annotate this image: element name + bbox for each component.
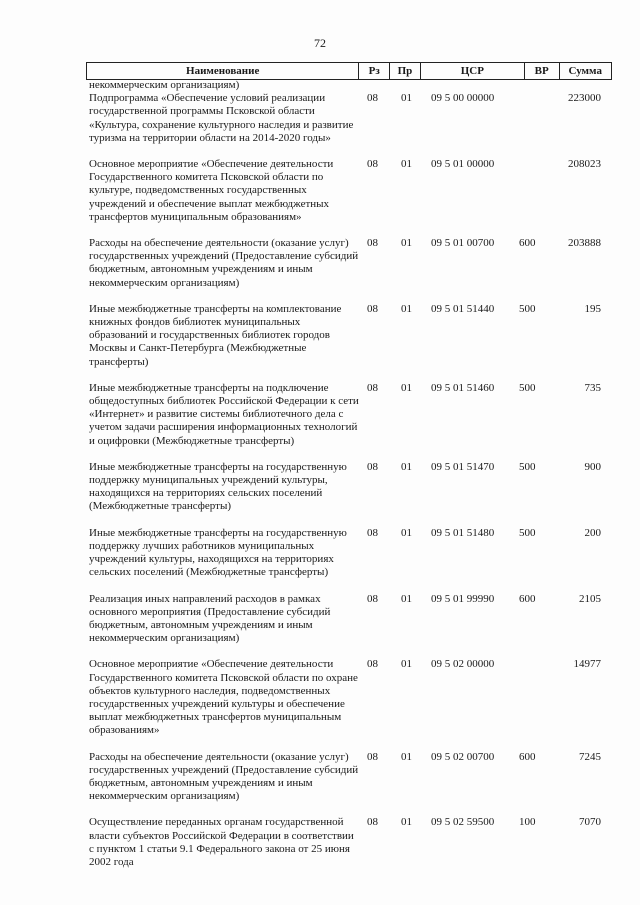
row-name-cell: Расходы на обеспечение деятельности (оказание услуг) государственных учреждений (Предоставление субсидий бюджетным, автономным учреждениям и иным некоммерческим организациям) [89,237,359,289]
row-csr-cell: 09 5 02 00000 [431,658,495,671]
row-vr-cell: 500 [519,460,536,473]
row-pr-cell: 01 [401,92,412,105]
table-row [89,738,609,804]
table-row [89,580,609,646]
row-sum-cell: 203888 [568,237,601,250]
row-sum-cell: 7245 [579,750,601,763]
row-pr-cell: 01 [401,816,412,829]
row-csr-cell: 09 5 01 51470 [431,460,495,473]
row-rz-cell: 08 [367,592,378,605]
table-row [89,290,609,369]
row-pr-cell: 01 [401,460,412,473]
carry-over-row [89,79,609,92]
row-rz-cell: 08 [367,460,378,473]
table-row [89,92,609,145]
row-pr-cell: 01 [401,237,412,250]
row-vr-cell: 600 [519,750,536,763]
row-csr-cell: 09 5 02 00700 [431,750,495,763]
row-csr-cell: 09 5 01 51480 [431,526,495,539]
row-csr-cell: 09 5 01 51460 [431,381,495,394]
row-csr-cell: 09 5 01 99990 [431,592,495,605]
row-sum-cell: 223000 [568,92,601,105]
column-header-pr: Пр [390,63,421,79]
page-number: 72 [314,36,326,50]
row-vr-cell: 100 [519,816,536,829]
column-header-rz: Рз [359,63,390,79]
table-row [89,514,609,580]
row-sum-cell: 200 [584,526,601,539]
row-csr-cell: 09 5 01 00700 [431,237,495,250]
row-vr-cell: 500 [519,526,536,539]
row-name-cell: Иные межбюджетные трансферты на государственную поддержку лучших работников муниципальных учреждений культуры, находящихся на территориях сельских поселений (Межбюджетные трансферты) [89,526,347,579]
column-header-csr: ЦСР [421,63,525,79]
row-pr-cell: 01 [401,158,412,171]
row-rz-cell: 08 [367,158,378,171]
row-csr-cell: 09 5 02 59500 [431,816,495,829]
row-rz-cell: 08 [367,381,378,394]
row-sum-cell: 195 [584,302,601,315]
row-rz-cell: 08 [367,302,378,315]
row-rz-cell: 08 [367,237,378,250]
row-name-cell: Основное мероприятие «Обеспечение деятельности Государственного комитета Псковской области по культуре, подведомственных государственных учреждений и обеспечение выплат межбюджетных трансфертов муниципальным образованиям» [89,158,334,223]
row-rz-cell: 08 [367,92,378,105]
table-row [89,645,609,737]
column-header-vr: ВР [525,63,560,79]
table-row [89,803,609,869]
row-csr-cell: 09 5 00 00000 [431,92,495,105]
row-name-cell: Основное мероприятие «Обеспечение деятельности Государственного комитета Псковской области по охране объектов культурного наследия, подведомственных государственных учреждений культуры и обеспечение выплат межбюджетных трансфертов муниципальным образованиям» [89,658,358,737]
table-header [86,62,612,80]
table-body [89,79,609,869]
row-name-cell: Расходы на обеспечение деятельности (оказание услуг) государственных учреждений (Предоставление субсидий бюджетным, автономным учреждениям и иным некоммерческим организациям) [89,750,359,803]
row-pr-cell: 01 [401,658,412,671]
row-name-cell: Реализация иных направлений расходов в рамках основного мероприятия (Предоставление субсидий бюджетным, автономным учреждениям и иным некоммерческим организациям) [89,592,331,645]
row-vr-cell: 600 [519,592,536,605]
row-pr-cell: 01 [401,750,412,763]
row-rz-cell: 08 [367,750,378,763]
row-pr-cell: 01 [401,592,412,605]
row-csr-cell: 09 5 01 00000 [431,158,495,171]
row-sum-cell: 2105 [579,592,601,605]
row-name-cell: Подпрограмма «Обеспечение условий реализации государственной программы Псковской области «Культура, сохранение культурного наследия и развитие туризма на территории области на 2014-2020 годы» [89,92,354,144]
column-header-name: Наименование [87,63,359,79]
column-header-sum: Сумма [568,65,602,77]
carry-over-text: некоммерческим организациям) [89,79,240,91]
row-rz-cell: 08 [367,526,378,539]
row-sum-cell: 900 [584,460,601,473]
row-sum-cell: 14977 [573,658,601,671]
row-vr-cell: 500 [519,302,536,315]
row-vr-cell: 500 [519,381,536,394]
table-row [89,145,609,224]
row-pr-cell: 01 [401,302,412,315]
row-sum-cell: 208023 [568,158,601,171]
row-name-cell: Иные межбюджетные трансферты на комплектование книжных фондов библиотек муниципальных образований и государственных библиотек городов Москвы и Санкт-Петербурга (Межбюджетные трансферты) [89,302,342,368]
row-sum-cell: 7070 [579,816,601,829]
row-name-cell: Осуществление переданных органам государственной власти субъектов Российской Федерации в соответствии с пунктом 1 статьи 9.1 Федерального закона от 25 июня 2002 года [89,816,354,868]
table-row [89,448,609,514]
row-csr-cell: 09 5 01 51440 [431,302,495,315]
row-pr-cell: 01 [401,381,412,394]
row-name-cell: Иные межбюджетные трансферты на государственную поддержку муниципальных учреждений культуры, находящихся на территориях сельских поселений (Межбюджетные трансферты) [89,460,347,513]
row-sum-cell: 735 [584,381,601,394]
row-rz-cell: 08 [367,816,378,829]
row-name-cell: Иные межбюджетные трансферты на подключение общедоступных библиотек Российской Федерации к сети «Интернет» и развитие системы библиотечного дела с учетом задачи расширения информационных технологий и оцифровки (Межбюджетные трансферты) [89,381,359,447]
row-vr-cell: 600 [519,237,536,250]
table-row [89,369,609,448]
row-rz-cell: 08 [367,658,378,671]
row-pr-cell: 01 [401,526,412,539]
table-row [89,224,609,290]
